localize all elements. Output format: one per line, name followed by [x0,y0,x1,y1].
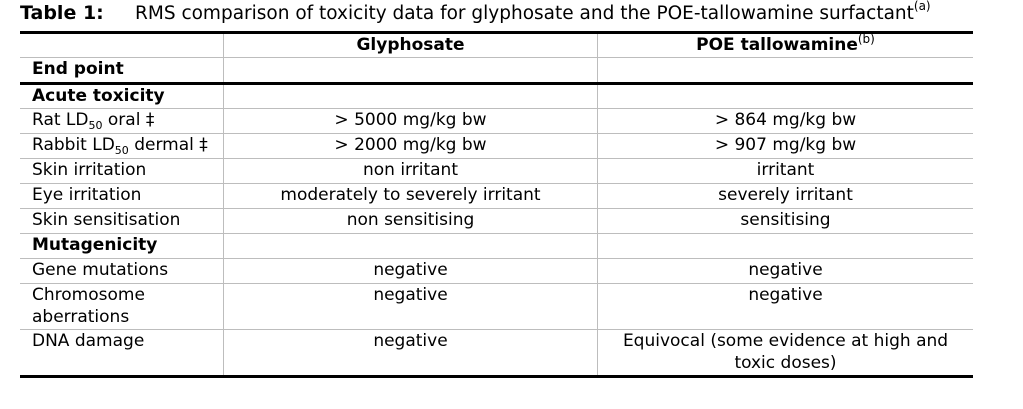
row-label-dna-damage: DNA damage [20,330,224,375]
cell-glyphosate: > 2000 mg/kg bw [224,134,598,158]
row-label-gene-mutations: Gene mutations [20,259,224,283]
table-row-rabbit-ld50 [20,134,973,159]
cell-poe: negative [748,285,823,305]
cell-poe: Equivocal (some evidence at high and toxic doses) [622,331,949,373]
cell-poe: severely irritant [718,185,853,205]
row-label-rabbit-ld50 [20,134,224,158]
table-row-skin-irritation [20,159,973,184]
empty-cell [224,234,598,258]
cell-glyphosate: negative [224,330,598,375]
table-row-eye-irritation [20,184,973,209]
cell-glyphosate: non irritant [224,159,598,183]
row-label-chromosome-aberrations: Chromosome aberrations [20,284,224,329]
table-row-rat-ld50 [20,109,973,134]
caption-text: RMS comparison of toxicity data for glyphosate and the POE-tallowamine surfactant [135,3,914,24]
cell-poe: > 907 mg/kg bw [714,135,857,155]
label-suffix: oral ‡ [102,110,155,130]
cell-glyphosate: negative [224,259,598,283]
end-point-row [20,58,973,85]
cell-glyphosate: non sensitising [224,209,598,233]
label-prefix: Rat LD [32,110,89,130]
table-header-row [20,34,973,58]
caption-label: Table 1: [20,2,104,24]
end-point-label: End point [20,58,224,82]
row-label-eye-irritation: Eye irritation [20,184,224,208]
table-row-skin-sensitisation [20,209,973,234]
header-glyphosate: Glyphosate [224,34,598,57]
header-empty-cell [20,34,224,57]
cell-glyphosate: negative [224,284,598,329]
empty-cell [598,58,973,82]
empty-cell [224,58,598,82]
table-row-chromosome-aberrations [20,284,973,330]
section-label-mutagenicity: Mutagenicity [20,234,224,258]
cell-poe: negative [748,260,823,280]
label-subscript: 50 [114,144,129,157]
header-poe-tallowamine [598,34,973,57]
cell-glyphosate: moderately to severely irritant [224,184,598,208]
section-label-acute-toxicity: Acute toxicity [20,85,224,108]
row-label-rat-ld50 [20,109,224,133]
header-poe-footnote-marker: (b) [857,32,875,46]
table-row-gene-mutations [20,259,973,284]
empty-cell [598,85,973,108]
caption-footnote-marker: (a) [913,0,931,13]
empty-cell [598,234,973,258]
cell-poe: irritant [756,160,815,180]
table-row-dna-damage [20,330,973,375]
cell-glyphosate: > 5000 mg/kg bw [224,109,598,133]
section-row-mutagenicity [20,234,973,259]
table-caption [20,2,931,32]
toxicity-table [20,31,973,378]
empty-cell [224,85,598,108]
row-label-skin-irritation: Skin irritation [20,159,224,183]
cell-poe: > 864 mg/kg bw [714,110,857,130]
header-poe-label: POE tallowamine [696,35,858,55]
section-row-acute-toxicity [20,85,973,109]
cell-poe: sensitising [740,210,831,230]
row-label-skin-sensitisation: Skin sensitisation [20,209,224,233]
label-prefix: Rabbit LD [32,135,115,155]
label-subscript: 50 [88,119,103,132]
label-suffix: dermal ‡ [128,135,208,155]
